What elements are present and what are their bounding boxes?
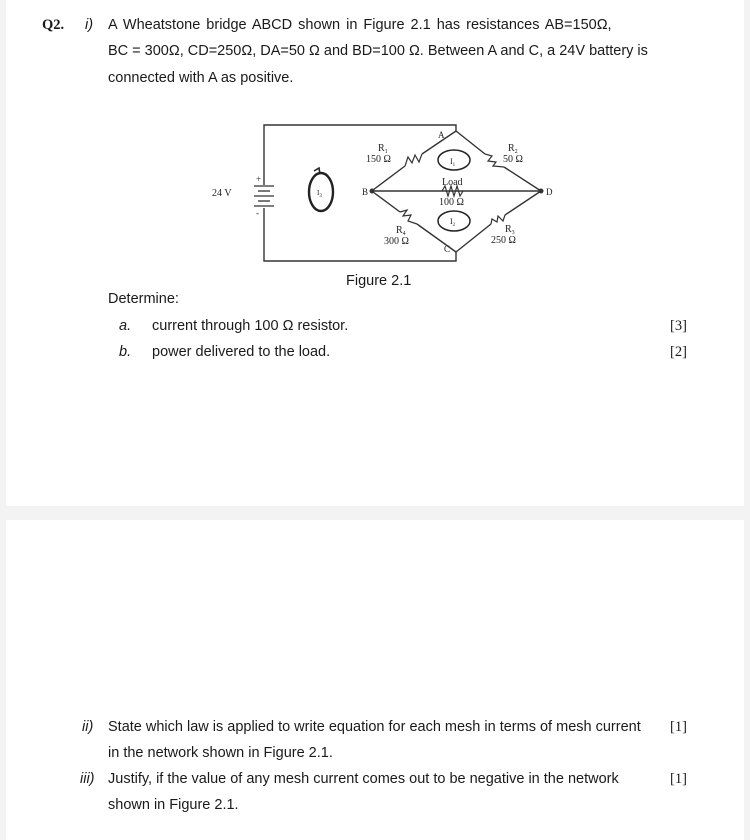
load-value: 100 Ω <box>439 197 464 208</box>
r3-name: $R_3$ <box>505 224 515 236</box>
part-iii-marks: [1] <box>670 771 687 787</box>
part-ii-number: ii) <box>82 719 94 735</box>
subpart-a-text: current through 100 Ω resistor. <box>152 318 349 334</box>
page-2 <box>6 520 744 840</box>
battery-minus: - <box>256 208 259 218</box>
subpart-a-marks: [3] <box>670 318 687 334</box>
part-i-text-line-1: A Wheatstone bridge ABCD shown in Figure 2.1 has resistances AB=150Ω, <box>108 17 612 33</box>
r1-name: $R_1$ <box>378 143 388 155</box>
part-ii-marks: [1] <box>670 719 687 735</box>
svg-text:I2: $I_2$ <box>450 217 456 228</box>
subpart-b-letter: b. <box>119 344 132 360</box>
node-b-label: B <box>362 187 369 197</box>
r1-resistor <box>405 154 422 166</box>
r4-resistor <box>400 210 417 224</box>
mesh-current-i3 <box>309 168 333 211</box>
battery-label: 24 V <box>212 188 232 199</box>
r3-resistor <box>491 215 505 224</box>
load-label: Load <box>442 177 463 188</box>
r2-name: $R_2$ <box>508 143 518 155</box>
r2-resistor <box>485 154 504 167</box>
part-iii-text-line-1: Justify, if the value of any mesh current comes out to be negative in the network <box>108 771 619 787</box>
wheatstone-bridge-circuit <box>200 120 560 270</box>
subpart-b-marks: [2] <box>670 344 687 360</box>
svg-text:I3: $I_3$ <box>317 189 322 199</box>
part-i-text-line-2: BC = 300Ω, CD=250Ω, DA=50 Ω and BD=100 Ω. Between A and C, a 24V battery is <box>108 43 648 59</box>
part-ii-text-line-2: in the network shown in Figure 2.1. <box>108 745 333 761</box>
subpart-b-text: power delivered to the load. <box>152 344 331 360</box>
r4-value: 300 Ω <box>384 236 409 247</box>
r2-value: 50 Ω <box>503 154 523 165</box>
part-iii-text-line-2: shown in Figure 2.1. <box>108 797 239 813</box>
battery-plus: + <box>256 174 262 184</box>
mesh-current-i2 <box>438 211 470 231</box>
node-d-dot <box>539 189 544 194</box>
figure-caption: Figure 2.1 <box>346 273 412 289</box>
determine-label: Determine: <box>108 291 179 307</box>
svg-text:I1: $I_1$ <box>450 157 456 168</box>
r1-value: 150 Ω <box>366 154 391 165</box>
battery-symbol <box>254 186 274 206</box>
r3-value: 250 Ω <box>491 235 516 246</box>
question-label: Q2. <box>42 17 65 33</box>
mesh-current-i1 <box>438 150 470 170</box>
part-iii-number: iii) <box>80 771 95 787</box>
r4-name: $R_4$ <box>396 225 406 237</box>
node-a-label: A <box>438 130 445 140</box>
part-i-text-line-3: connected with A as positive. <box>108 70 294 86</box>
node-c-label: C <box>444 244 451 254</box>
part-i-number: i) <box>85 17 94 33</box>
node-d-label: D <box>546 187 553 197</box>
node-b-dot <box>370 189 375 194</box>
subpart-a-letter: a. <box>119 318 132 334</box>
part-ii-text-line-1: State which law is applied to write equation for each mesh in terms of mesh current <box>108 719 641 735</box>
